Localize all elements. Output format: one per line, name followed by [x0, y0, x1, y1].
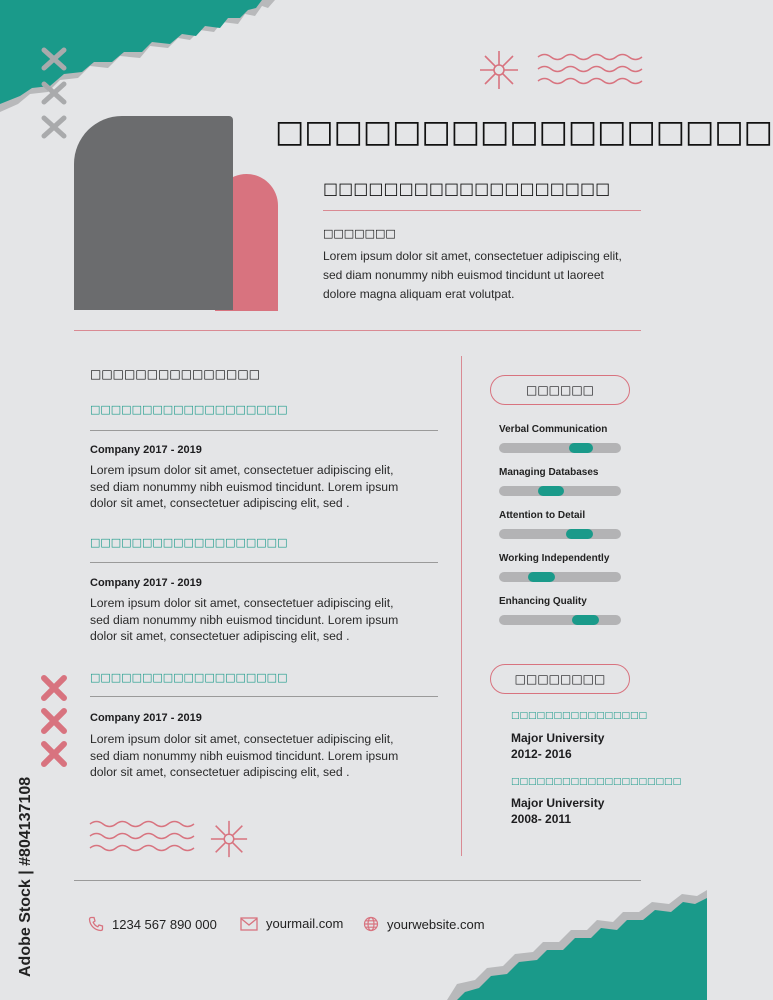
skills-list [499, 424, 621, 639]
skill-label: Managing Databases [499, 467, 599, 478]
skill-item [499, 424, 621, 453]
experience-divider-1 [90, 430, 438, 431]
skill-label: Attention to Detail [499, 510, 586, 521]
experience-text-3: Lorem ipsum dolor sit amet, consectetuer adipiscing elit, sed diam nonummy nibh euismod tincidunt. Lorem ipsum dolor sit amet, consectetuer adipiscing elit, sed . [90, 732, 399, 779]
skill-label: Verbal Communication [499, 424, 608, 435]
education-school-1: Major University [511, 731, 605, 745]
education-title-2: □□□□□□□□□□□□□□□□□□□□ [511, 777, 682, 787]
contact-email[interactable] [240, 916, 343, 931]
skill-label: Working Independently [499, 553, 610, 564]
skill-bar-fill [538, 486, 564, 496]
skill-item [499, 510, 621, 539]
skill-bar-fill [566, 529, 593, 539]
experience-company-2: Company 2017 - 2019 [90, 577, 202, 589]
skill-bar-fill [528, 572, 555, 582]
globe-icon [363, 916, 379, 932]
website-text[interactable]: yourwebsite.com [387, 916, 485, 932]
mail-icon [240, 917, 258, 931]
contact-website[interactable] [363, 916, 485, 932]
wave-icon-top [536, 52, 644, 88]
contact-phone [88, 916, 217, 932]
education-years-1: 2012- 2016 [511, 747, 572, 761]
education-heading: □□□□□□□□ [490, 664, 630, 694]
phone-text: 1234 567 890 000 [112, 916, 217, 932]
job-title: □□□□□□□□□□□□□□□□□□□ [323, 179, 611, 198]
sparkle-icon-bottom [209, 819, 249, 859]
skill-bar-track [499, 572, 621, 582]
name-heading: □□□□□□□□□□□□□□□□□ [275, 114, 773, 150]
skill-item [499, 596, 621, 625]
skill-item [499, 467, 621, 496]
footer-divider [74, 880, 641, 881]
skill-bar-fill [569, 443, 593, 453]
phone-icon [88, 916, 104, 932]
skill-bar-track [499, 443, 621, 453]
experience-divider-3 [90, 696, 438, 697]
sparkle-icon [478, 49, 520, 91]
cross-icon-group-top [38, 42, 70, 142]
profile-heading: □□□□□□□ [323, 227, 396, 240]
experience-title-3: □□□□□□□□□□□□□□□□□□□ [90, 671, 288, 684]
profile-text: Lorem ipsum dolor sit amet, consectetuer adipiscing elit, sed diam nonummy nibh euismod tincidunt ut laoreet dolore magna aliquam erat volutpat. [323, 249, 622, 301]
email-text[interactable]: yourmail.com [266, 916, 344, 931]
education-title-1: □□□□□□□□□□□□□□□□ [511, 711, 648, 721]
experience-title-2: □□□□□□□□□□□□□□□□□□□ [90, 536, 288, 549]
skill-bar-track [499, 486, 621, 496]
skill-bar-fill [572, 615, 599, 625]
experience-text-1: Lorem ipsum dolor sit amet, consectetuer adipiscing elit, sed diam nonummy nibh euismod tincidunt. Lorem ipsum dolor sit amet, consectetuer adipiscing elit, sed . [90, 463, 399, 510]
education-school-2: Major University [511, 796, 605, 810]
skill-bar-track [499, 615, 621, 625]
education-years-2: 2008- 2011 [511, 812, 572, 826]
skill-label: Enhancing Quality [499, 596, 587, 607]
column-divider [461, 356, 462, 856]
experience-company-1: Company 2017 - 2019 [90, 444, 202, 456]
skill-item [499, 553, 621, 582]
watermark-side-text: Adobe Stock | #804137108 [17, 776, 34, 977]
experience-text-2: Lorem ipsum dolor sit amet, consectetuer adipiscing elit, sed diam nonummy nibh euismod tincidunt. Lorem ipsum dolor sit amet, consectetuer adipiscing elit, sed . [90, 596, 399, 643]
torn-corner-bottom-right [447, 890, 707, 1000]
main-divider [74, 330, 641, 331]
experience-heading: □□□□□□□□□□□□□□□ [90, 367, 261, 381]
experience-divider-2 [90, 562, 438, 563]
experience-title-1: □□□□□□□□□□□□□□□□□□□ [90, 403, 288, 416]
photo-placeholder [74, 116, 233, 310]
skills-heading: □□□□□□ [490, 375, 630, 405]
wave-icon-bottom [88, 819, 196, 855]
header-divider [323, 210, 641, 211]
skill-bar-track [499, 529, 621, 539]
cross-icon-group-left [38, 672, 70, 772]
experience-company-3: Company 2017 - 2019 [90, 712, 202, 724]
